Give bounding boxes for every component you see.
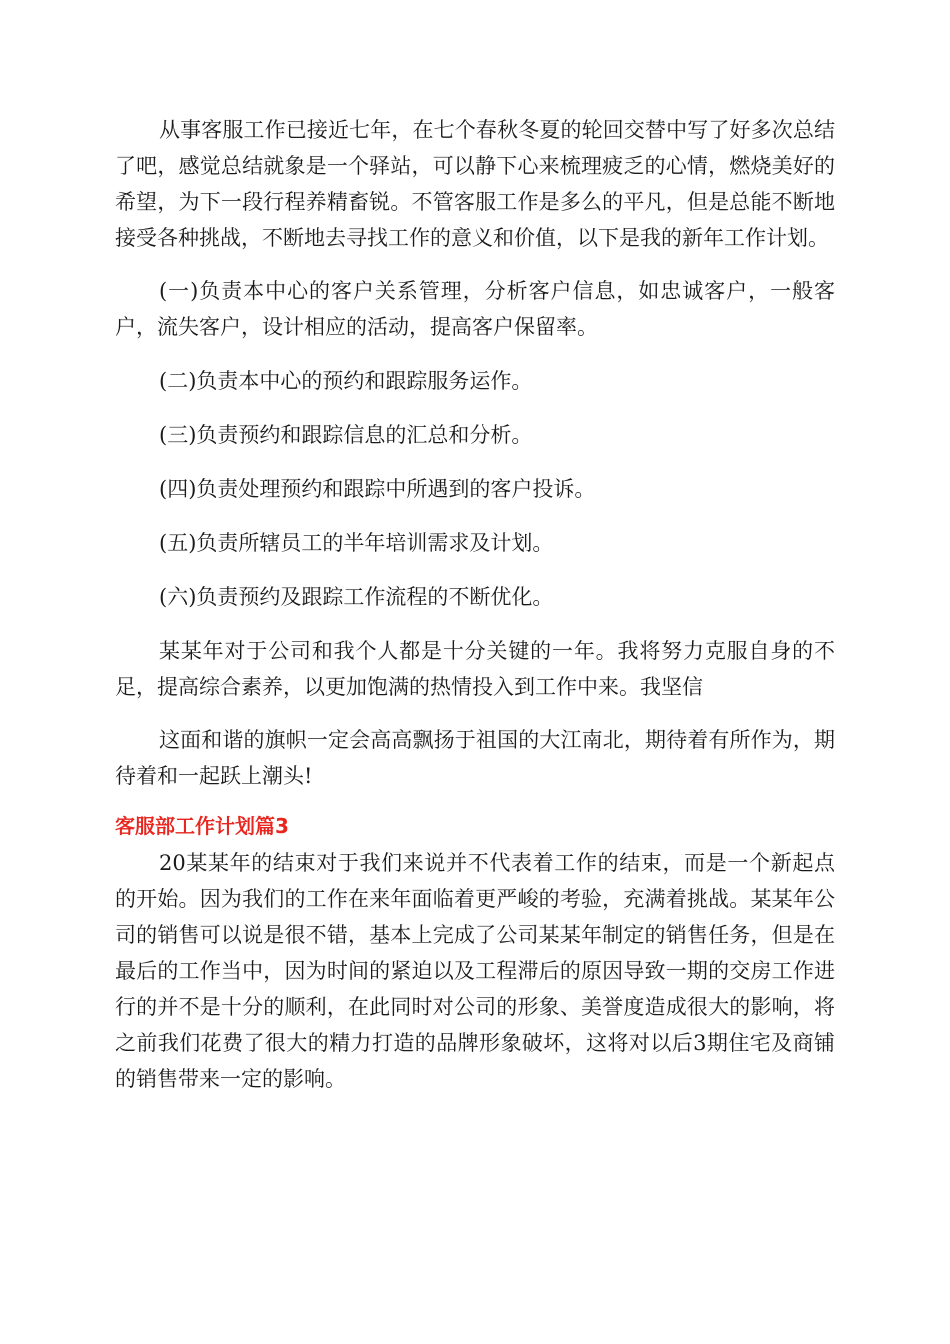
plan-item-3: (三)负责预约和跟踪信息的汇总和分析。 (159, 423, 533, 447)
plan-item-6: (六)负责预约及跟踪工作流程的不断优化。 (159, 585, 554, 609)
plan-item-1: (一)负责本中心的客户关系管理，分析客户信息，如忠诚客户，一般客户，流失客户，设计相应的活动，提高客户保留率。 (115, 279, 835, 339)
intro-paragraph: 从事客服工作已接近七年，在七个春秋冬夏的轮回交替中写了好多次总结了吧，感觉总结就象是一个驿站，可以静下心来梳理疲乏的心情，燃烧美好的希望，为下一段行程养精畜锐。不管客服工作是多么的平凡，但是总能不断地接受各种挑战，不断地去寻找工作的意义和价值，以下是我的新年工作计划。 (115, 118, 835, 250)
plan-item-5: (五)负责所辖员工的半年培训需求及计划。 (159, 531, 554, 555)
section-heading: 客服部工作计划篇3 (115, 814, 289, 838)
plan-item-4: (四)负责处理预约和跟踪中所遇到的客户投诉。 (159, 477, 596, 501)
plan-item-2: (二)负责本中心的预约和跟踪服务运作。 (159, 369, 533, 393)
closing-paragraph-1: 某某年对于公司和我个人都是十分关键的一年。我将努力克服自身的不足，提高综合素养，以更加饱满的热情投入到工作中来。我坚信 (115, 639, 835, 699)
document-page (115, 112, 835, 1097)
closing-paragraph-2: 这面和谐的旗帜一定会高高飘扬于祖国的大江南北，期待着有所作为，期待着和一起跃上潮头! (115, 728, 835, 788)
section-paragraph: 20某某年的结束对于我们来说并不代表着工作的结束，而是一个新起点的开始。因为我们的工作在来年面临着更严峻的考验，充满着挑战。某某年公司的销售可以说是很不错，基本上完成了公司某某年制定的销售任务，但是在最后的工作当中，因为时间的紧迫以及工程滞后的原因导致一期的交房工作进行的并不是十分的顺利，在此同时对公司的形象、美誉度造成很大的影响，将之前我们花费了很大的精力打造的品牌形象破坏，这将对以后3期住宅及商铺的销售带来一定的影响。 (115, 851, 835, 1091)
